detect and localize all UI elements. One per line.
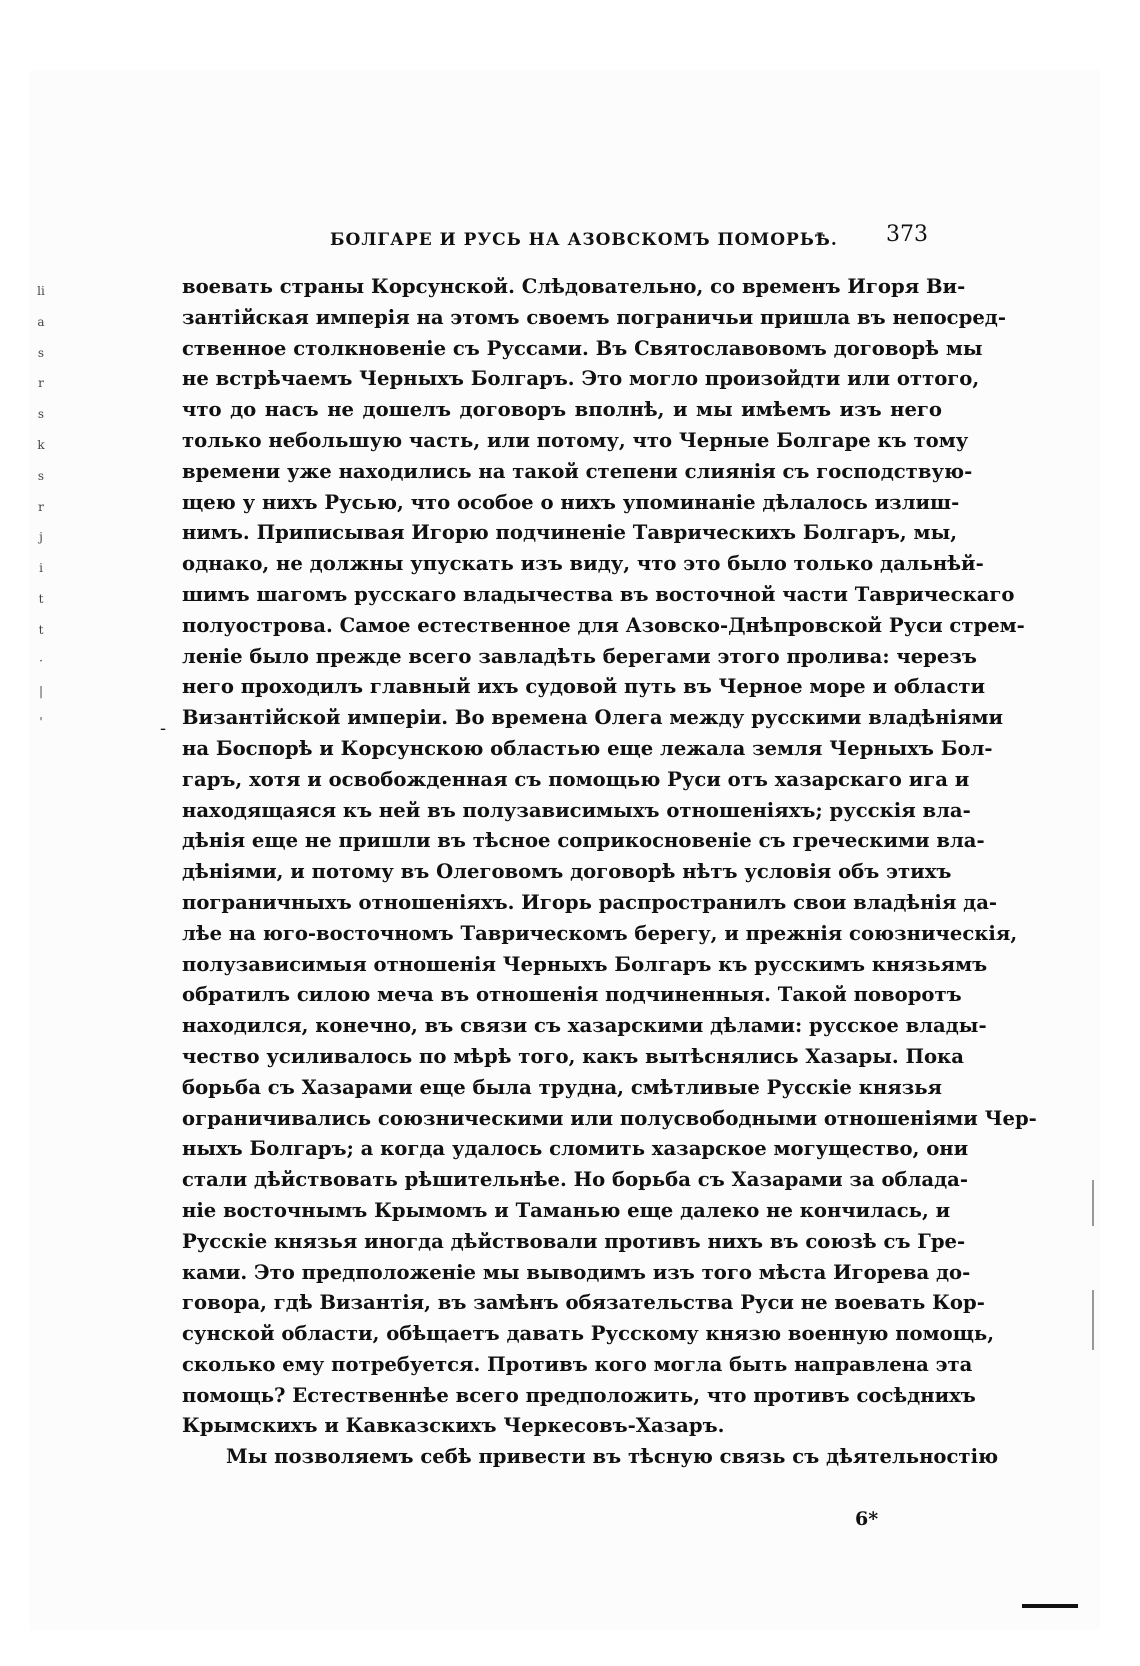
signature-mark: 6* [855, 1508, 879, 1530]
text-line: только небольшую часть, или потому, что Черные Болгаре къ тому [182, 428, 969, 452]
text-line: него проходилъ главный ихъ судовой путь въ Черное море и области [182, 675, 986, 699]
running-title: БОЛГАРЕ И РУСЬ НА АЗОВСКОМЪ ПОМОРЬѢ. [330, 230, 838, 250]
text-line: дѣніями, и потому въ Олеговомъ договорѣ нѣтъ условія объ этихъ [182, 860, 952, 884]
text-line: стали дѣйствовать рѣшительнѣе. Но борьба съ Хазарами за облада- [182, 1168, 968, 1192]
margin-mark: j [39, 530, 43, 545]
text-line: воевать страны Корсунской. Слѣдовательно, со временъ Игоря Ви- [182, 275, 966, 298]
margin-mark: a [37, 314, 45, 329]
text-line: зантійская имперія на этомъ своемъ пограничьи пришла въ непосред- [182, 305, 1006, 329]
margin-mark: s [37, 468, 45, 483]
paragraph-first-line: Мы позволяемъ себѣ привести въ тѣсную связь съ дѣятельностію [226, 1445, 999, 1469]
margin-mark: k [37, 437, 45, 452]
text-line: находился, конечно, въ связи съ хазарскими дѣлами: русское влады- [182, 1014, 987, 1038]
text-line: однако, не должны упускать изъ виду, что это было только дальнѣй- [182, 552, 984, 576]
margin-mark: li [37, 284, 45, 298]
text-line: ственное столкновеніе съ Руссами. Въ Святославовомъ договорѣ мы [182, 336, 983, 360]
text-line: говора, гдѣ Византія, въ замѣнъ обязательства Руси не воевать Кор- [182, 1291, 985, 1315]
margin-mark: r [38, 376, 44, 391]
text-line: находящаяся къ ней въ полузависимыхъ отношеніяхъ; русскія вла- [182, 798, 971, 822]
text-line: щею у нихъ Русью, что особое о нихъ упоминаніе дѣлалось излиш- [182, 490, 960, 514]
text-line: пограничныхъ отношеніяхъ. Игорь распространилъ свои владѣнія да- [182, 890, 998, 914]
margin-mark: r [38, 499, 44, 514]
text-line: нимъ. Приписывая Игорю подчиненіе Таврическихъ Болгаръ, мы, [182, 521, 958, 545]
margin-mark: · [39, 653, 43, 668]
text-line: ныхъ Болгаръ; а когда удалось сломить хазарское могущество, они [182, 1137, 969, 1161]
text-line: полузависимыя отношенія Черныхъ Болгаръ къ русскимъ князьямъ [182, 952, 988, 976]
text-line: лѣе на юго-восточномъ Таврическомъ берегу, и прежнія союзническія, [182, 921, 1018, 945]
text-line: сколько ему потребуется. Противъ кого могла быть направлена эта [182, 1352, 973, 1376]
text-line: шимъ шагомъ русскаго владычества въ восточной части Таврическаго [182, 582, 1015, 606]
margin-mark: t [38, 622, 44, 637]
text-line: не встрѣчаемъ Черныхъ Болгаръ. Это могло произойдти или оттого, [182, 367, 980, 391]
margin-mark: s [37, 345, 45, 360]
right-edge-tick [1092, 1180, 1094, 1226]
bottom-rule [1022, 1604, 1078, 1608]
right-edge-tick [1092, 1290, 1094, 1350]
text-line: сунской области, обѣщаетъ давать Русскому князю военную помощь, [182, 1322, 995, 1346]
text-line: леніе было прежде всего завладѣть берегами этого пролива: черезъ [182, 644, 977, 668]
text-line: Русскіе князья иногда дѣйствовали противъ нихъ въ союзѣ съ Гре- [182, 1229, 966, 1253]
paragraph-end-line: Крымскихъ и Кавказскихъ Черкесовъ-Хазаръ. [182, 1414, 725, 1438]
margin-mark: s [37, 407, 45, 422]
text-line: гаръ, хотя и освобожденная съ помощью Руси отъ хазарскаго ига и [182, 767, 970, 791]
text-line: ніе восточнымъ Крымомъ и Таманью еще далеко не кончилась, и [182, 1198, 951, 1222]
text-line: обратилъ силою меча въ отношенія подчиненныя. Такой поворотъ [182, 983, 962, 1007]
text-line: ками. Это предположеніе мы выводимъ изъ того мѣста Игорева до- [182, 1260, 971, 1284]
text-line: помощь? Естественнѣе всего предположить, что противъ сосѣднихъ [182, 1383, 976, 1407]
text-line: дѣнія еще не пришли въ тѣсное соприкосновеніе съ греческими вла- [182, 829, 985, 853]
text-line: Византійской имперіи. Во времена Олега между русскими владѣніями [182, 706, 1004, 730]
text-line: на Боспорѣ и Корсунскою областью еще лежала земля Черныхъ Бол- [182, 736, 993, 760]
page-number: 373 [886, 222, 928, 247]
text-line: полуострова. Самое естественное для Азовско-Днѣпровской Руси стрем- [182, 613, 1025, 637]
margin-mark: | [38, 684, 44, 699]
left-margin-marks [36, 276, 46, 738]
margin-dash: - [160, 718, 167, 739]
margin-mark: t [38, 591, 44, 606]
text-line: чество усиливалось по мѣрѣ того, какъ вытѣснялись Хазары. Пока [182, 1044, 964, 1068]
text-line: борьба съ Хазарами еще была трудна, смѣтливые Русскіе князья [182, 1075, 942, 1099]
margin-mark: ' [39, 715, 43, 730]
text-line: что до насъ не дошелъ договоръ вполнѣ, и мы имѣемъ изъ него [182, 398, 942, 422]
margin-mark: i [39, 561, 43, 576]
text-line: ограничивались союзническими или полусвободными отношеніями Чер- [182, 1106, 1037, 1130]
text-line: времени уже находились на такой степени слиянія съ господствую- [182, 459, 973, 483]
body-text [182, 272, 1037, 1473]
